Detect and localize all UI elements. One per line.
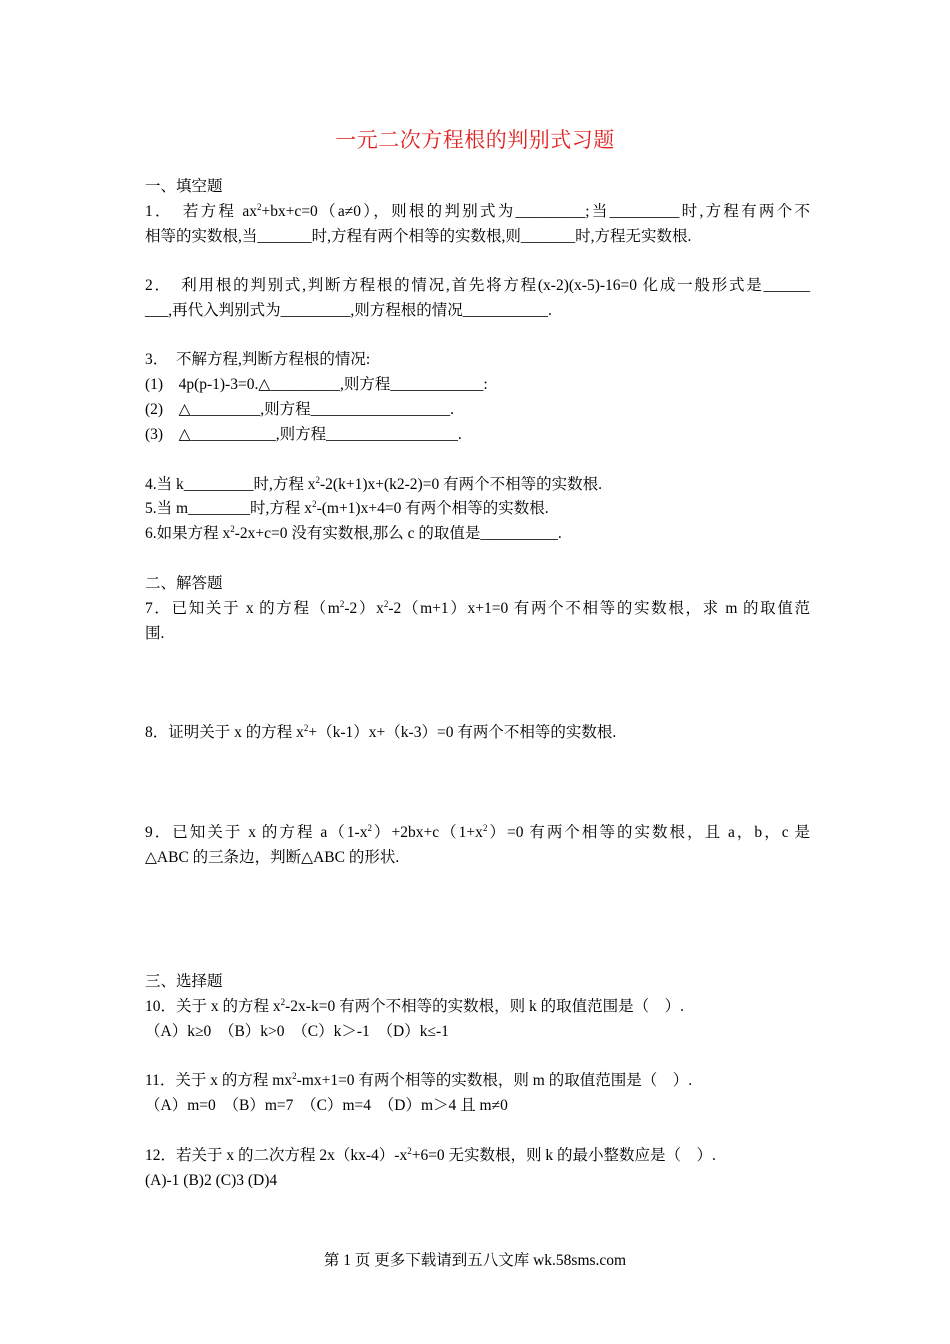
question-7-line-2: 围. [145, 625, 165, 642]
question-10: 10．关于 x 的方程 $x^2-2x-k=0$ 有两个不相等的实数根，则 k 的取值范围是（ ）. [145, 997, 684, 1015]
question-11-options: （A）m=0 （B）m=7 （C）m=4 （D）m＞4 且 m≠0 [145, 1097, 508, 1114]
section-heading-fill-blank: 一、填空题 [145, 178, 223, 195]
question-11: 11．关于 x 的方程 $mx^2-mx+1=0$ 有两个相等的实数根，则 m 的取值范围是（ ）. [145, 1071, 693, 1089]
question-4: 4.当 k_________时,方程 $x^2-2(k+1)x+(k2-2)=0$ 有两个不相等的实数根. [145, 475, 602, 493]
question-7-line-1: 7．已知关于 x 的方程$(m^2-2)x^2-2(m+1)x+1=0$ 有两个不相等的实数根，求 m 的取值范 [145, 599, 810, 617]
question-12: 12．若关于 x 的二次方程 $2x(kx-4)-x^2+6=0$ 无实数根，则 k 的最小整数应是（ ）. [145, 1146, 716, 1164]
section-heading-answer: 二、解答题 [145, 575, 223, 592]
question-6: 6.如果方程 $x^2-2x+c=0$ 没有实数根,那么 c 的取值是__________. [145, 524, 562, 542]
question-3-sub-2: (2) △_________,则方程__________________. [145, 401, 454, 418]
question-10-options: （A）k≥0 （B）k>0 （C）k＞-1 （D）k≤-1 [145, 1023, 449, 1040]
question-8: 8．证明关于 x 的方程 $x^2+(k-1)x+(k-3)=0$ 有两个不相等的实数根. [145, 723, 617, 741]
page-title: 一元二次方程根的判别式习题 [335, 128, 615, 152]
page-footer: 第 1 页 更多下载请到五八文库 wk.58sms.com [323, 1252, 627, 1269]
question-3-intro: 3． 不解方程,判断方程根的情况: [145, 351, 371, 368]
question-1-line-1: 1． 若方程 $ax^2+bx+c=0(a\ne 0)$，则根的判别式为_________;当_________时,方程有两个不 [145, 202, 810, 220]
question-9-line-1: 9．已知关于 x 的方程 $a(1-x^2)+2bx+c(1+x^2)=0$ 有两个相等的实数根，且 a，b，c 是 [145, 823, 811, 841]
question-12-options: (A)-1 (B)2 (C)3 (D)4 [145, 1172, 278, 1189]
question-1-line-2: 相等的实数根,当_______时,方程有两个相等的实数根,则_______时,方程无实数根. [145, 228, 692, 245]
question-3-sub-1: (1) 4p(p-1)-3=0.△_________,则方程____________: [145, 376, 488, 393]
question-5: 5.当 m________时,方程 $x^2-(m+1)x+4=0$ 有两个相等的实数根. [145, 499, 549, 517]
question-2-line-2: ___,再代入判别式为_________,则方程根的情况___________. [145, 302, 552, 319]
question-2-line-1: 2． 利用根的判别式,判断方程根的情况,首先将方程(x-2)(x-5)-16=0 化成一般形式是______ [145, 277, 810, 294]
question-9-line-2: △ABC 的三条边，判断△ABC 的形状. [145, 849, 400, 866]
question-3-sub-3: (3) △___________,则方程_________________. [145, 426, 462, 443]
section-heading-choice: 三、选择题 [145, 973, 223, 990]
